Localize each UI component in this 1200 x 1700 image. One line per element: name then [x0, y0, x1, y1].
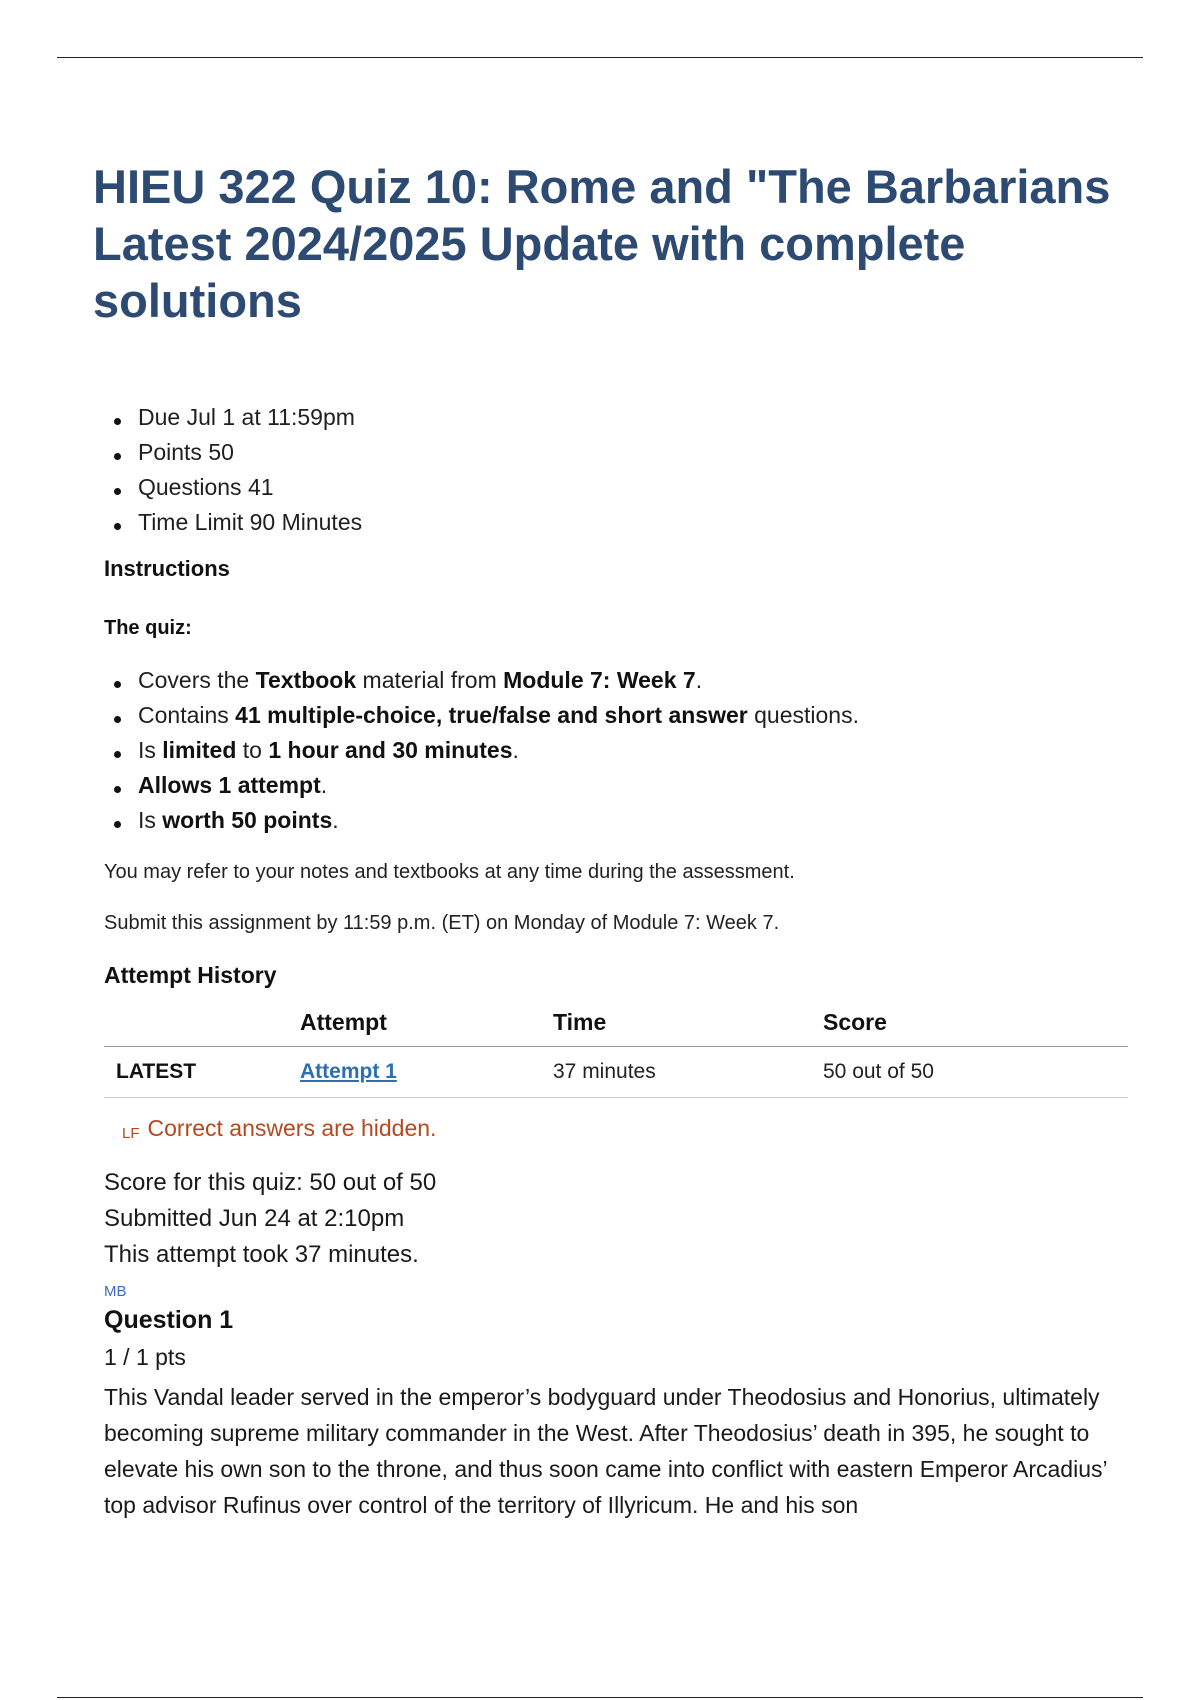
page-title: HIEU 322 Quiz 10: Rome and "The Barbarians Latest 2024/2025 Update with complete solutions: [93, 160, 1111, 327]
submitted-line: Submitted Jun 24 at 2:10pm: [104, 1205, 405, 1232]
quiz-score-line: Score for this quiz: 50 out of 50: [104, 1169, 437, 1196]
score-cell: 50 out of 50: [823, 1047, 1128, 1098]
quiz-label: The quiz:: [104, 617, 192, 639]
top-rule: [57, 57, 1143, 58]
table-header-row: [104, 998, 1128, 1047]
quiz-meta-list: [93, 400, 362, 540]
attempt-history-table: [104, 998, 1128, 1098]
rule-limited: Is limited to 1 hour and 30 minutes.: [93, 733, 859, 768]
bottom-rule: [57, 1697, 1143, 1698]
quiz-rules-list: [93, 663, 859, 838]
duration-line: This attempt took 37 minutes.: [104, 1241, 419, 1268]
answers-hidden-text: Correct answers are hidden.: [147, 1115, 437, 1141]
meta-due: Due Jul 1 at 11:59pm: [93, 400, 362, 435]
quiz-score-summary: [104, 1165, 436, 1273]
attempt-1-link[interactable]: Attempt 1: [300, 1060, 397, 1083]
meta-questions: Questions 41: [93, 470, 362, 505]
attempt-history-heading: Attempt History: [104, 962, 277, 988]
answers-hidden-notice: [122, 1115, 436, 1142]
lf-marker-icon: LF: [122, 1125, 140, 1142]
rule-covers: Covers the Textbook material from Module 7: Week 7.: [93, 663, 859, 698]
header-time: Time: [553, 998, 823, 1047]
meta-points: Points 50: [93, 435, 362, 470]
table-row: [104, 1047, 1128, 1098]
latest-label: LATEST: [104, 1047, 300, 1098]
notes-refer-text: You may refer to your notes and textbooks at any time during the assessment.: [104, 861, 795, 883]
instructions-heading: Instructions: [104, 556, 230, 581]
mb-marker-icon: MB: [104, 1283, 127, 1300]
attempt-cell: [300, 1047, 553, 1098]
rule-contains: Contains 41 multiple-choice, true/false and short answer questions.: [93, 698, 859, 733]
meta-time-limit: Time Limit 90 Minutes: [93, 505, 362, 540]
question-points: 1 / 1 pts: [104, 1344, 186, 1370]
header-empty: [104, 998, 300, 1047]
submit-deadline-text: Submit this assignment by 11:59 p.m. (ET) on Monday of Module 7: Week 7.: [104, 912, 780, 934]
header-attempt: Attempt: [300, 998, 553, 1047]
question-title: Question 1: [104, 1306, 234, 1334]
rule-attempts: Allows 1 attempt.: [93, 768, 859, 803]
time-cell: 37 minutes: [553, 1047, 823, 1098]
question-text: This Vandal leader served in the emperor’s bodyguard under Theodosius and Honorius, ultimately becoming supreme military commander in the West. After Theodosius’ death in 395, he sought to elevate his own son to the throne, and thus soon came into conflict with eastern Emperor Arcadius’ top advisor Rufinus over control of the territory of Illyricum. He and his son: [104, 1384, 1107, 1518]
rule-worth: Is worth 50 points.: [93, 803, 859, 838]
header-score: Score: [823, 998, 1128, 1047]
